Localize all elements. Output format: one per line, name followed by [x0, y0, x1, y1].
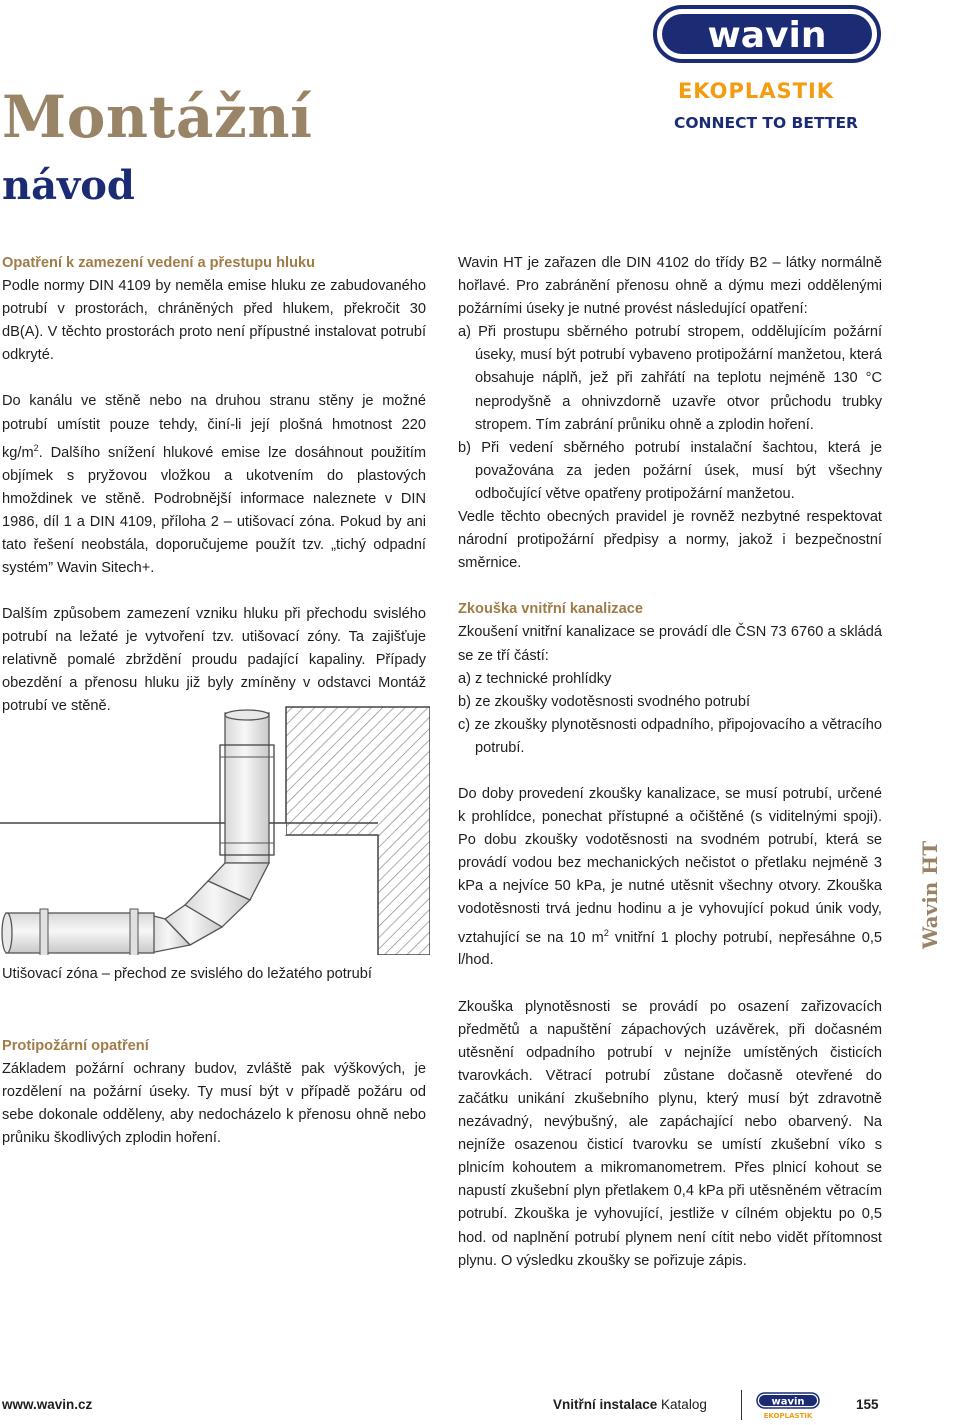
footer-url[interactable]: www.wavin.cz: [2, 1397, 93, 1412]
left-column-bottom: [2, 1035, 426, 1150]
side-label: [890, 840, 960, 950]
paragraph: Základem požární ochrany budov, zvláště pak výškových, je rozdělení na požární úseky. Ty musí být v případě požáru od sebe dokonale odděleny, aby nedocházelo k přenosu ohně nebo průniku škodlivých zplodin hoření.: [2, 1061, 426, 1147]
paragraph: Zkouška plynotěsnosti se provádí po osazení zařizovacích předmětů a napuštění zápachových uzávěrek, při dočasném utěsnění odpadního potrubí v nejníže umístěných čisticích tvarovkách. Větrací potrubí zůstane dočasně otevřené do začátku unikání zkušebního plynu, který musí být zdravotně nezávadný, nevýbušný, ale zapáchající nebo obarvený. Na nejníže osazenou čisticí tvarovku se umístí zkušební víko s plnicím kohoutem a mikromanometrem. Přes plnicí kohout se napustí zkušební plyn přetlakem 0,4 kPa při utěsněném větracím potrubí. Zkouška je vyhovující, jestliže v cílném objektu po 0,5 hod. od naplnění potrubí plynem není cítit nebo vidět přítomnost plynu. O výsledku zkoušky se pořizuje zápis.: [458, 998, 882, 1269]
footer-logo-brand-text: wavin: [771, 1396, 805, 1408]
footer-catalog: Vnitřní instalace Katalog: [553, 1397, 707, 1412]
logo-brand-text: wavin: [707, 15, 827, 56]
figure-caption: Utišovací zóna – přechod ze svislého do ležatého potrubí: [2, 966, 372, 982]
paragraph: Wavin HT je zařazen dle DIN 4102 do třídy B2 – látky normálně hořlavé. Pro zabránění přenosu ohně a dýmu mezi oddělenými požárními úseky je nutné provést následující opatření:: [458, 255, 882, 318]
list-item: c) ze zkoušky plynotěsnosti odpadního, připojovacího a větracího potrubí.: [458, 716, 882, 756]
section-heading-noise: Opatření k zamezení vedení a přestupu hluku: [2, 255, 316, 271]
paragraph: Do kanálu ve stěně nebo na druhou stranu stěny je možné potrubí umístit pouze tehdy, činí-li její plošná hmotnost 220 $kg/m^2$. Dalšího snížení hlukové emise lze dosáhnout použitím objímek s pryžovou vložkou a ukotvením do plastových hmoždinek ve stěně. Podrobnější informace naleznete v DIN 1986, díl 1 a DIN 4109, příloha 2 – utišovací zóna. Pokud by ani tato řešení neobstála, doporučujeme použít tzv. „tichý odpadní systém” Wavin Sitech+.: [2, 393, 426, 576]
paragraph: Dalším způsobem zamezení vzniku hluku při přechodu svislého potrubí na ležaté je vytvoření tzv. utišovací zóny. Ta zajišťuje relativně pomalé zbrždění proudu padající kapaliny. Případy obezdění a přenosu hluku již byly zmíněny v odstavci Montáž potrubí ve stěně.: [2, 606, 426, 715]
paragraph: Do doby provedení zkoušky kanalizace, se musí potrubí, určené k prohlídce, ponechat přístupné a očištěné (s viditelnými spoji). Po dobu zkoušky vodotěsnosti na svodném potrubí, která se provádí vodou bez mechanických nečistot o přetlaku nejméně 3 kPa a nejvíce 50 kPa, je nutné utěsnit všechny otvory. Zkouška vodotěsnosti trvá jednu hodinu a je vyhovující pokud únik vody, vztahující se na 10 $m^2$ vnitřní 1 plochy potrubí, nepřesáhne 0,5 l/hod.: [458, 785, 882, 969]
logo-sub-text: EKOPLASTIK: [677, 79, 835, 103]
right-column: [458, 252, 882, 1273]
page-title: Montážní: [2, 83, 313, 151]
paragraph: Vedle těchto obecných pravidel je rovněž nezbytné respektovat národní protipožární předpisy a normy, jakož i bezpečnostní směrnice.: [458, 509, 882, 572]
list-item: a) z technické prohlídky: [458, 670, 612, 687]
section-heading-test: Zkouška vnitřní kanalizace: [458, 601, 643, 618]
page-number: 155: [856, 1397, 879, 1412]
silencing-zone-illustration: [0, 705, 430, 955]
side-label-text: Wavin HT: [918, 840, 942, 950]
left-column-top: [2, 252, 426, 719]
list-item: b) ze zkoušky vodotěsnosti svodného potrubí: [458, 693, 751, 710]
list-item: b) Při vedení sběrného potrubí instalační šachtou, která je považována za jeden požární úsek, musí být všechny odbočující větve opatřeny protipožární manžetou.: [458, 439, 882, 502]
paragraph: Podle normy DIN 4109 by neměla emise hluku ze zabudovaného potrubí v prostorách, chráněných před hlukem, překročit 30 dB(A). V těchto prostorách proto není přípustné instalovat potrubí odkryté.: [2, 278, 426, 364]
footer-logo-sub-text: EKOPLASTIK: [763, 1412, 813, 1420]
paragraph: Zkoušení vnitřní kanalizace se provádí dle ČSN 73 6760 a skládá se ze tří částí:: [458, 624, 882, 664]
wavin-logo: [652, 4, 882, 132]
footer-wavin-logo: [756, 1392, 820, 1420]
list-item: a) Při prostupu sběrného potrubí stropem, oddělujícím požární úseky, musí být potrubí vybaveno protipožární manžetou, která obsahuje náplň, jež při zahřátí na teplotu nejméně 130 °C neprodyšně a ohnivzdorně uzavře otvor průchodu trubky stropem. Tím zabrání průniku ohně a zplodin hoření.: [458, 324, 882, 433]
section-heading-fire: Protipožární opatření: [2, 1038, 149, 1054]
footer-divider: [741, 1390, 742, 1420]
page-subtitle: návod: [2, 162, 135, 209]
logo-tagline-text: CONNECT TO BETTER: [673, 114, 859, 132]
